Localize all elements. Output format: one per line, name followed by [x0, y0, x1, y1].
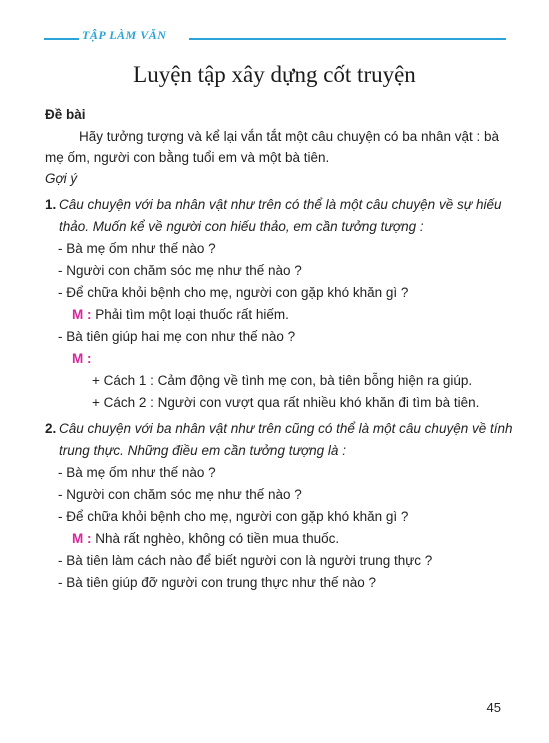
example-marker: M : [72, 307, 92, 322]
question-2-text: Câu chuyện với ba nhân vật như trên cũng có thể là một câu chuyện về tính trung thực. Những điều em cần tưởng tượng là : [59, 421, 513, 458]
page-title: Luyện tập xây dựng cốt truyện [133, 62, 416, 87]
q2-item: - Bà tiên làm cách nào để biết người con là người trung thực ? [58, 553, 433, 568]
question-2-number: 2. [45, 421, 57, 436]
assignment-heading: Đề bài [45, 107, 86, 122]
header-rule-left [44, 38, 79, 40]
header-rule-right [189, 38, 506, 40]
question-1-number: 1. [45, 197, 57, 212]
section-header [44, 28, 506, 44]
q2-item: - Người con chăm sóc mẹ như thế nào ? [58, 487, 302, 502]
question-1 [45, 194, 515, 238]
page-content [45, 104, 515, 594]
example-text: Phải tìm một loại thuốc rất hiếm. [95, 307, 289, 322]
question-2 [45, 418, 515, 462]
hint-heading: Gợi ý [45, 171, 78, 186]
q2-item: - Bà mẹ ốm như thế nào ? [58, 465, 216, 480]
assignment-text: Hãy tưởng tượng và kể lại vắn tắt một câu chuyện có ba nhân vật : bà mẹ ốm, người con bằng tuổi em và một bà tiên. [45, 129, 500, 165]
example-marker: M : [72, 351, 92, 366]
q1-item: - Để chữa khỏi bệnh cho mẹ, người con gặp khó khăn gì ? [58, 285, 409, 300]
q1-option: + Cách 1 : Cảm động về tình mẹ con, bà tiên bỗng hiện ra giúp. [92, 373, 473, 388]
q2-item: - Để chữa khỏi bệnh cho mẹ, người con gặp khó khăn gì ? [58, 509, 409, 524]
page-number: 45 [486, 700, 501, 715]
q1-item: - Bà mẹ ốm như thế nào ? [58, 241, 216, 256]
q2-example [45, 528, 515, 550]
q1-example [45, 304, 515, 326]
q1-item: - Bà tiên giúp hai mẹ con như thế nào ? [58, 329, 296, 344]
example-marker: M : [72, 531, 92, 546]
question-1-text: Câu chuyện với ba nhân vật như trên có thể là một câu chuyện về sự hiếu thảo. Muốn kể về người con hiếu thảo, em cần tưởng tượng : [59, 197, 502, 234]
q1-item: - Người con chăm sóc mẹ như thế nào ? [58, 263, 302, 278]
q1-option: + Cách 2 : Người con vượt qua rất nhiều khó khăn đi tìm bà tiên. [92, 395, 480, 410]
q1-example-2 [45, 348, 515, 370]
q2-item: - Bà tiên giúp đỡ người con trung thực như thế nào ? [58, 575, 377, 590]
example-text: Nhà rất nghèo, không có tiền mua thuốc. [95, 531, 340, 546]
section-label: TẬP LÀM VĂN [82, 28, 167, 42]
